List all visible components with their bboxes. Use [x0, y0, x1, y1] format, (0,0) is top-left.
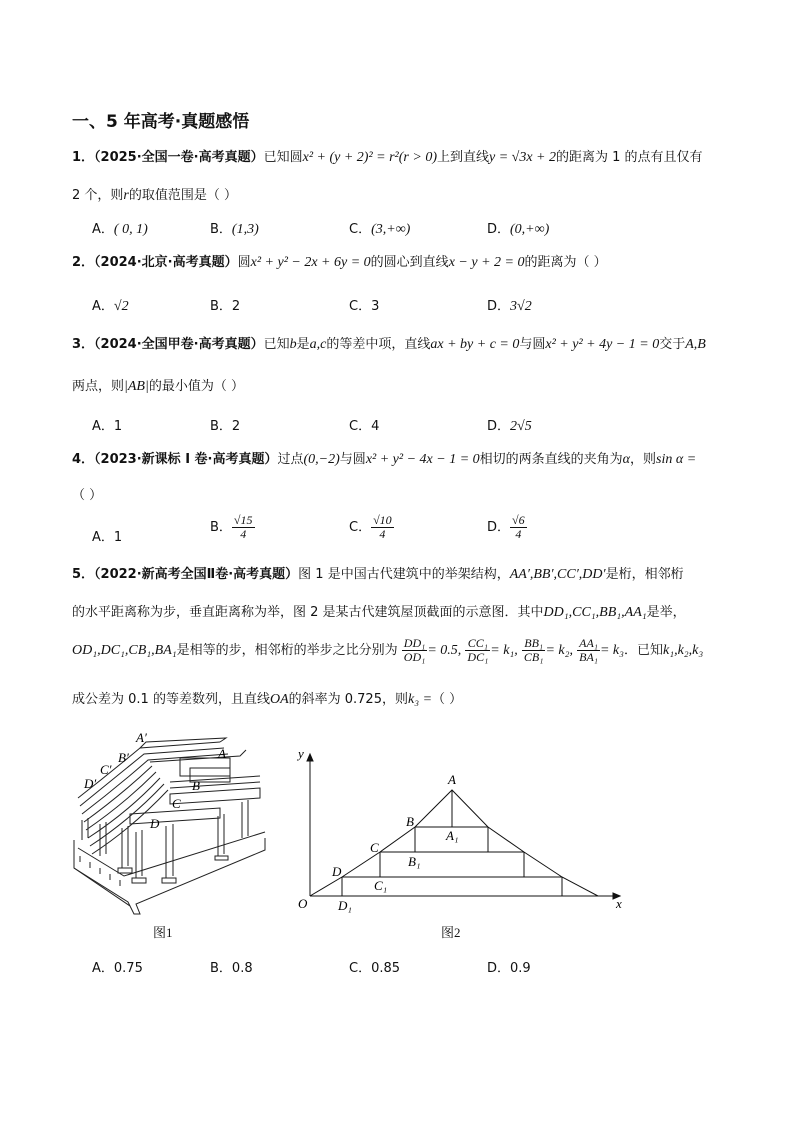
q3-option-c[interactable] [349, 415, 379, 434]
q2-source: （2024·北京·高考真题） [94, 255, 238, 270]
q5-ks: k₁,k₂,k₃ [663, 643, 704, 658]
q5-beams: AA′,BB′,CC′,DD′ [509, 567, 606, 582]
option-key: B． [210, 299, 232, 314]
point-d1-label: D₁ [338, 898, 352, 913]
ratio-fraction [522, 637, 546, 664]
q1-circle-equation: x² + (y + 2)² = r²(r > 0) [302, 150, 437, 165]
ratio-value: = k₂, [545, 643, 573, 658]
q3-math-ac: a,c [309, 337, 327, 352]
q1-stem-a: 已知圆 [263, 150, 303, 165]
fraction-denominator: 4 [379, 527, 386, 541]
q5-source: （2022·新高考全国Ⅱ卷·高考真题） [94, 567, 299, 582]
question-3-line-2 [72, 377, 244, 397]
option-key: D． [487, 961, 511, 976]
q5-option-a[interactable] [92, 957, 143, 976]
q2-stem-c: 的距离为（ ） [524, 255, 607, 270]
fig1-label-c-prime: C′ [100, 762, 112, 777]
fig1-label-b: B [192, 778, 200, 793]
q4-alpha: α [622, 452, 631, 467]
q5-line4-a: 成公差为 0.1 的等差数列，且直线 [72, 692, 270, 707]
q3-stem-a: 已知 [263, 337, 290, 352]
fig1-label-c: C [172, 796, 181, 811]
q1-stem-b: 上到直线 [436, 150, 489, 165]
question-3 [72, 335, 706, 355]
option-key: C． [349, 222, 372, 237]
q2-circle-equation: x² + y² − 2x + 6y = 0 [250, 255, 371, 270]
q5-line3-b: ．已知 [623, 643, 663, 658]
fraction-numerator: √10 [373, 513, 392, 527]
option-value: (1,3) [231, 222, 259, 237]
option-value: 1 [113, 419, 123, 434]
q3-math-ab: A,B [685, 337, 706, 352]
point-a-label: A [448, 772, 456, 787]
q2-option-d[interactable] [487, 295, 532, 315]
fraction-numerator: BB₁ [522, 637, 546, 651]
q1-math-r: r [123, 188, 129, 203]
fraction-numerator: √6 [512, 513, 525, 527]
option-key: A． [92, 299, 114, 314]
option-value: 3√2 [510, 299, 532, 314]
question-5-line-3 [72, 636, 703, 666]
ratio-value: = k₁, [490, 643, 518, 658]
q3-stem-c: 的等差中项，直线 [326, 337, 431, 352]
q1-source: （2025·全国一卷·高考真题） [94, 150, 264, 165]
q2-option-b[interactable] [210, 295, 240, 314]
q4-point: (0,−2) [303, 452, 340, 467]
point-b1-label: B₁ [408, 854, 421, 869]
origin-label: O [298, 896, 308, 911]
option-fraction [510, 514, 527, 541]
q4-option-b[interactable] [210, 514, 255, 541]
figure-1-caption: 图1 [153, 925, 173, 940]
q3-math-abs: |AB| [124, 379, 149, 394]
q1-line2-a: 2 个，则 [72, 188, 124, 203]
q4-stem-d: ，则 [630, 452, 657, 467]
fraction-denominator: DC₁ [467, 650, 489, 664]
x-axis-label: x [616, 896, 622, 911]
q2-line-equation: x − y + 2 = 0 [448, 255, 525, 270]
point-c1-label: C₁ [374, 878, 388, 893]
q2-stem-a: 圆 [237, 255, 251, 270]
fraction-numerator: CC₁ [465, 637, 490, 651]
q1-line-equation: y = √3x + 2 [489, 150, 557, 165]
fig1-label-b-prime: B′ [118, 750, 129, 765]
q5-line1-b: 是桁，相邻桁 [605, 567, 684, 582]
question-4 [72, 450, 696, 470]
point-b-label: B [406, 814, 414, 829]
ratio-fraction [465, 637, 490, 664]
option-key: C． [349, 961, 372, 976]
q5-option-d[interactable] [487, 957, 531, 976]
q4-number: 4． [72, 452, 95, 467]
option-key: D． [487, 520, 511, 535]
fraction-denominator: BA₁ [579, 650, 598, 664]
q3-option-b[interactable] [210, 415, 240, 434]
q1-option-d[interactable] [487, 218, 549, 238]
option-key: B． [210, 222, 232, 237]
option-key: C． [349, 419, 372, 434]
option-value: 2 [231, 299, 241, 314]
option-value: (3,+∞) [371, 222, 411, 237]
option-key: B． [210, 419, 232, 434]
q5-ju: DD₁,CC₁,BB₁,AA₁ [543, 605, 647, 620]
point-d-label: D [332, 864, 342, 879]
question-1 [72, 148, 703, 168]
option-value: √2 [113, 299, 129, 314]
ratio-value: = 0.5, [427, 643, 462, 658]
fig1-label-d-prime: D′ [84, 776, 97, 791]
question-5-line-2 [72, 603, 686, 623]
option-value: ( 0, 1) [113, 222, 148, 237]
fig1-label-d: D [150, 816, 160, 831]
q3-source: （2024·全国甲卷·高考真题） [94, 337, 264, 352]
fraction-denominator: 4 [240, 527, 247, 541]
q4-option-a[interactable] [92, 526, 122, 545]
fraction-denominator: CB₁ [523, 650, 544, 664]
option-key: A． [92, 222, 114, 237]
q5-line2: 的水平距离称为步，垂直距离称为举，图 2 是某古代建筑屋顶截面的示意图．其中 [72, 605, 544, 620]
q3-math-b: b [289, 337, 297, 352]
roof-profile [310, 790, 598, 896]
q2-option-c[interactable] [349, 295, 379, 314]
q3-number: 3． [72, 337, 95, 352]
y-axis-label: y [298, 746, 304, 761]
fig1-label-a: A [218, 746, 226, 761]
option-key: D． [487, 299, 511, 314]
option-value: 2 [231, 419, 241, 434]
q5-number: 5． [72, 567, 95, 582]
option-value: 0.9 [510, 961, 531, 976]
q4-stem-b: 与圆 [339, 452, 366, 467]
q5-line4-b: 的斜率为 0.725，则 [288, 692, 408, 707]
option-key: A． [92, 530, 114, 545]
q5-line3-a: 是相等的步，相邻桁的举步之比分别为 [176, 643, 398, 658]
q4-sin-alpha: sin α = [656, 452, 697, 467]
ratio-value: = k₃ [599, 643, 624, 658]
q4-stem-a: 过点 [277, 452, 304, 467]
option-value: 0.85 [371, 961, 401, 976]
q1-option-b[interactable] [210, 218, 259, 238]
option-value: 3 [371, 299, 380, 314]
q3-option-a[interactable] [92, 415, 122, 434]
option-value: 0.8 [231, 961, 253, 976]
option-key: D． [487, 419, 511, 434]
question-1-line-2 [72, 186, 237, 206]
question-5 [72, 565, 684, 585]
question-5-line-4 [72, 690, 462, 710]
q1-option-a[interactable] [92, 218, 148, 238]
figure-1-roof-illustration [70, 728, 275, 918]
q5-option-c[interactable] [349, 957, 400, 976]
q3-stem-b: 是 [296, 337, 310, 352]
q4-circle-equation: x² + y² − 4x − 1 = 0 [365, 452, 480, 467]
q5-line2-b: 是举， [646, 605, 686, 620]
q3-line2-b: 的最小值为（ ） [148, 379, 244, 394]
section-title: 一、5 年高考·真题感悟 [72, 112, 250, 132]
q4-option-c[interactable] [349, 514, 394, 541]
q3-stem-e: 交于 [659, 337, 686, 352]
option-value: 2√5 [510, 419, 532, 434]
q2-stem-b: 的圆心到直线 [370, 255, 449, 270]
y-axis-arrow [307, 754, 313, 761]
option-value: 1 [113, 530, 123, 545]
q3-option-d[interactable] [487, 415, 532, 435]
question-2 [72, 253, 607, 273]
q5-line1-a: 图 1 是中国古代建筑中的举架结构， [298, 567, 510, 582]
q5-oa: OA [269, 692, 289, 707]
option-fraction [232, 514, 255, 541]
fraction-numerator: DD₁ [403, 636, 426, 650]
option-key: D． [487, 222, 511, 237]
option-value: (0,+∞) [510, 222, 550, 237]
figure-2-cross-section [290, 742, 630, 922]
q5-bu: OD₁,DC₁,CB₁,BA₁ [72, 643, 177, 658]
option-key: C． [349, 520, 372, 535]
option-fraction [371, 514, 394, 541]
q3-line2-a: 两点，则 [72, 379, 125, 394]
option-key: C． [349, 299, 372, 314]
fraction-denominator: OD₁ [403, 650, 426, 664]
ratio-fraction [577, 637, 600, 664]
q1-stem-c: 的距离为 1 的点有且仅有 [556, 150, 703, 165]
q1-option-c[interactable] [349, 218, 410, 238]
q2-number: 2． [72, 255, 95, 270]
figure-2-caption: 图2 [441, 925, 461, 940]
point-a1-label: A₁ [446, 828, 459, 843]
q1-line2-b: 的取值范围是（ ） [128, 188, 237, 203]
option-key: A． [92, 961, 114, 976]
option-value: 0.75 [113, 961, 143, 976]
fraction-numerator: √15 [233, 513, 253, 527]
q3-stem-d: 与圆 [519, 337, 546, 352]
q4-stem-c: 相切的两条直线的夹角为 [479, 452, 623, 467]
option-key: B． [210, 961, 232, 976]
q4-line-2: （ ） [72, 488, 103, 503]
ratio-fraction [402, 637, 428, 664]
point-c-label: C [370, 840, 379, 855]
q3-circle-equation: x² + y² + 4y − 1 = 0 [545, 337, 660, 352]
q2-option-a[interactable] [92, 295, 129, 315]
option-value: 4 [371, 419, 380, 434]
option-key: B． [210, 520, 232, 535]
q5-line4-c: （ ） [432, 692, 463, 707]
q3-line-equation: ax + by + c = 0 [430, 337, 520, 352]
q4-option-d[interactable] [487, 514, 527, 541]
q4-source: （2023·新课标 I 卷·高考真题） [94, 452, 278, 467]
fig1-label-a-prime: A′ [136, 730, 147, 745]
fraction-denominator: 4 [515, 527, 522, 541]
q1-number: 1． [72, 150, 95, 165]
q5-k3: k₃ = [407, 692, 433, 707]
option-key: A． [92, 419, 114, 434]
fraction-numerator: AA₁ [579, 636, 598, 650]
q5-option-b[interactable] [210, 957, 253, 976]
